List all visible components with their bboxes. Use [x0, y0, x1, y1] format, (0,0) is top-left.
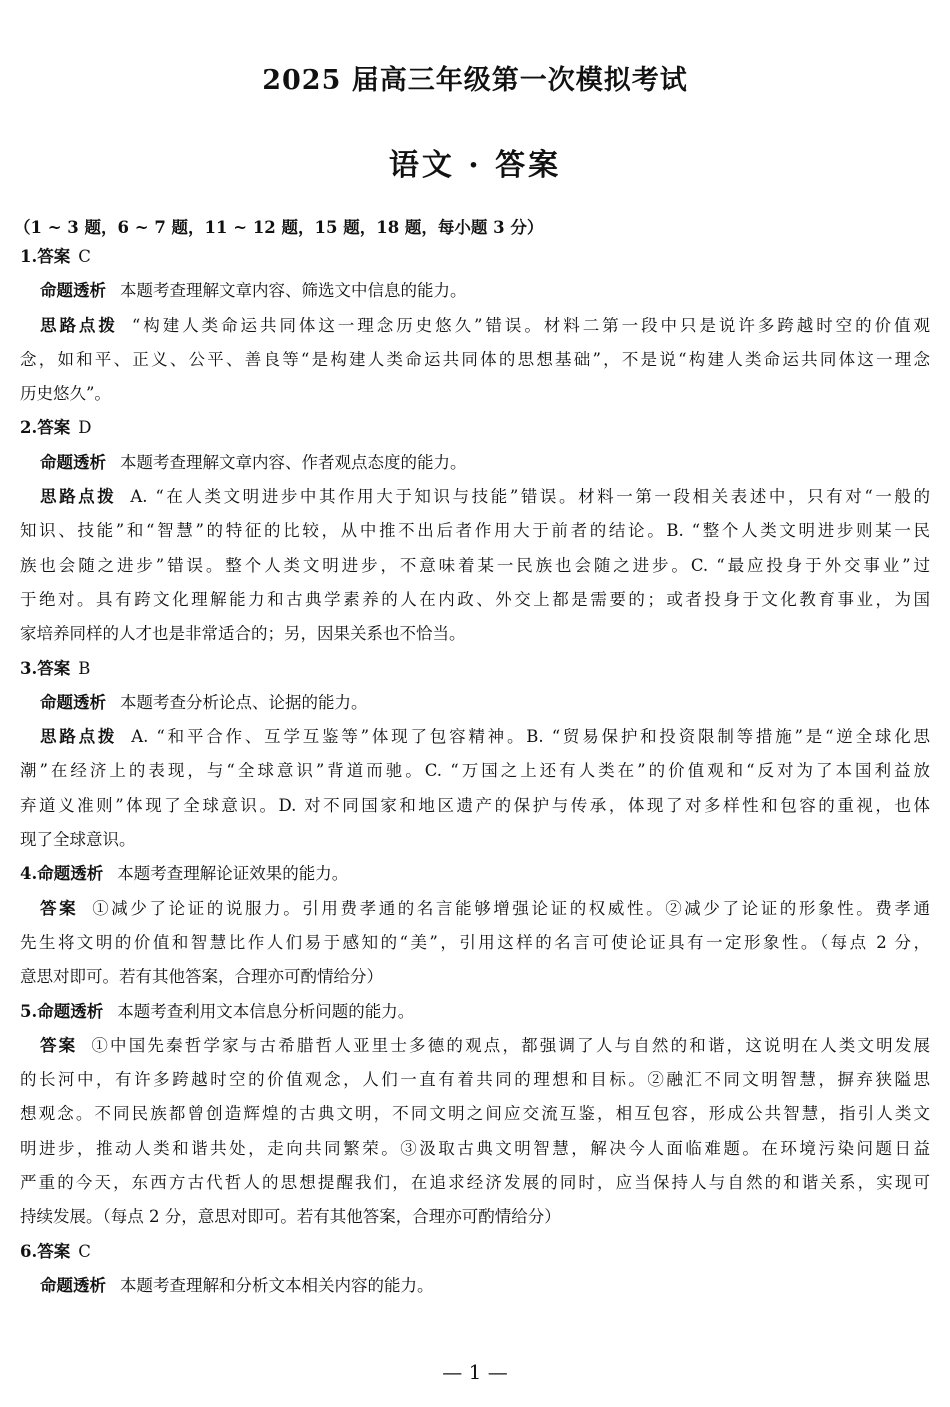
answer-value: D: [78, 418, 92, 438]
exam-title: 2025 届高三年级第一次模拟考试: [262, 65, 688, 96]
answer-value: B: [78, 658, 91, 678]
q3-analysis-line: 潮”在经济上的表现，与“全球意识”背道而驰。C. “万国之上还有人类在”的价值观和“反对为了本国利益放: [20, 761, 930, 781]
q5-answer-line: 持续发展。（每点 2 分，意思对即可。若有其他答案，合理亦可酌情给分）: [20, 1207, 561, 1227]
intent-text: 本题考查理解和分析文本相关内容的能力。: [120, 1275, 434, 1295]
answer-label: 答案: [37, 247, 71, 266]
q4-answer-line: [20, 892, 930, 926]
intent-label: 命题透析: [37, 864, 104, 884]
page-number: — 1 —: [442, 1360, 508, 1384]
q5-answer-line: 严重的今天，东西方古代哲人的思想提醒我们，在追求经济发展的同时，应当保持人与自然的和谐关系，实现可: [20, 1173, 930, 1193]
intent-text: 本题考查理解论证效果的能力。: [117, 864, 349, 884]
analysis-label: 思路点拨: [40, 727, 118, 747]
q1-analysis-line: [20, 309, 930, 343]
answer-text: ①中国先秦哲学家与古希腊哲人亚里士多德的观点，都强调了人与自然的和谐，这说明在人类文明发展: [91, 1035, 931, 1055]
q3-intent-line: [20, 686, 930, 720]
answer-value: C: [78, 1241, 91, 1261]
subject-title: 语文 · 答案: [388, 148, 562, 183]
q2-analysis-line: 于绝对。具有跨文化理解能力和古典学素养的人在内政、外交上都是需要的；或者投身于文化教育事业，为国: [20, 589, 930, 609]
score-note: （1 ~ 3 题，6 ~ 7 题，11 ~ 12 题，15 题，18 题，每小题 3 分）: [14, 218, 544, 237]
q4-answer-line: 意思对即可。若有其他答案，合理亦可酌情给分）: [20, 967, 383, 987]
intent-label: 命题透析: [40, 692, 106, 712]
question-number: 5.: [20, 1001, 38, 1021]
q4-answer-line: 先生将文明的价值和智慧比作人们易于感知的“美”，引用这样的名言可使论证具有一定形象性。（每点 2 分，: [20, 932, 930, 952]
q3-answer-line: [20, 652, 930, 686]
q1-analysis-line: 历史悠久”。: [20, 384, 111, 404]
analysis-label: 思路点拨: [40, 487, 117, 507]
q2-analysis-line: [20, 480, 930, 514]
q2-analysis-line: 知识、技能”和“智慧”的特征的比较，从中推不出后者作用大于前者的结论。B. “整个人类文明进步则某一民: [20, 521, 930, 541]
question-number: 4.: [20, 864, 38, 884]
intent-text: 本题考查利用文本信息分析问题的能力。: [117, 1001, 415, 1021]
q5-answer-line: [20, 1029, 930, 1063]
question-number: 1.: [20, 247, 38, 266]
analysis-text: “构建人类命运共同体这一理念历史悠久”错误。材料二第一段中只是说许多跨越时空的价值观: [131, 315, 931, 335]
q2-answer-line: [20, 411, 930, 445]
intent-label: 命题透析: [40, 452, 106, 472]
q5-intent-line: [20, 995, 930, 1029]
q2-analysis-line: 族也会随之进步”错误。整个人类文明进步，不意味着某一民族也会随之进步。C. “最应投身于外交事业”过: [20, 555, 930, 575]
answer-label: 答案: [37, 418, 71, 438]
analysis-label: 思路点拨: [40, 315, 118, 335]
q3-analysis-line: [20, 720, 930, 754]
q3-analysis-line: 现了全球意识。: [20, 830, 136, 850]
q1-analysis-line: 念，如和平、正义、公平、善良等“是构建人类命运共同体的思想基础”，不是说“构建人类命运共同体这一理念: [20, 349, 930, 369]
intent-text: 本题考查理解文章内容、作者观点态度的能力。: [120, 452, 467, 472]
answer-value: C: [78, 247, 91, 266]
answer-label: 答案: [37, 658, 71, 678]
analysis-text: A. “和平合作、互学互鉴等”体现了包容精神。B. “贸易保护和投资限制等措施”是“逆全球化思: [131, 727, 930, 747]
answer-text: ①减少了论证的说服力。引用费孝通的名言能够增强论证的权威性。②减少了论证的形象性。费孝通: [92, 898, 931, 918]
intent-label: 命题透析: [40, 281, 106, 301]
answer-content: [20, 240, 930, 1303]
q1-intent-line: [20, 274, 930, 308]
question-number: 2.: [20, 418, 38, 438]
intent-text: 本题考查分析论点、论据的能力。: [120, 692, 368, 712]
question-number: 6.: [20, 1241, 38, 1261]
q2-intent-line: [20, 446, 930, 480]
intent-label: 命题透析: [40, 1275, 106, 1295]
q2-analysis-line: 家培养同样的人才也是非常适合的；另，因果关系也不恰当。: [20, 624, 466, 644]
answer-label: 答案: [40, 898, 79, 918]
q1-answer-line: [20, 240, 930, 274]
q5-answer-line: 的长河中，有许多跨越时空的价值观念，人们一直有着共同的理想和目标。②融汇不同文明智慧，摒弃狭隘思: [20, 1070, 930, 1090]
q3-analysis-line: 弃道义准则”体现了全球意识。D. 对不同国家和地区遗产的保护与传承，体现了对多样性和包容的重视，也体: [20, 795, 930, 815]
intent-text: 本题考查理解文章内容、筛选文中信息的能力。: [120, 281, 467, 301]
answer-label: 答案: [37, 1241, 71, 1261]
q6-intent-line: [20, 1269, 930, 1303]
q5-answer-line: 想观念。不同民族都曾创造辉煌的古典文明，不同文明之间应交流互鉴，相互包容，形成公共智慧，指引人类文: [20, 1104, 930, 1124]
analysis-text: A. “在人类文明进步中其作用大于知识与技能”错误。材料一第一段相关表述中，只有对“一般的: [130, 487, 931, 507]
question-number: 3.: [20, 658, 38, 678]
q4-intent-line: [20, 857, 930, 891]
answer-label: 答案: [40, 1035, 78, 1055]
intent-label: 命题透析: [37, 1001, 104, 1021]
q5-answer-line: 明进步，推动人类和谐共处，走向共同繁荣。③汲取古典文明智慧，解决今人面临难题。在环境污染问题日益: [20, 1138, 930, 1158]
q6-answer-line: [20, 1235, 930, 1269]
